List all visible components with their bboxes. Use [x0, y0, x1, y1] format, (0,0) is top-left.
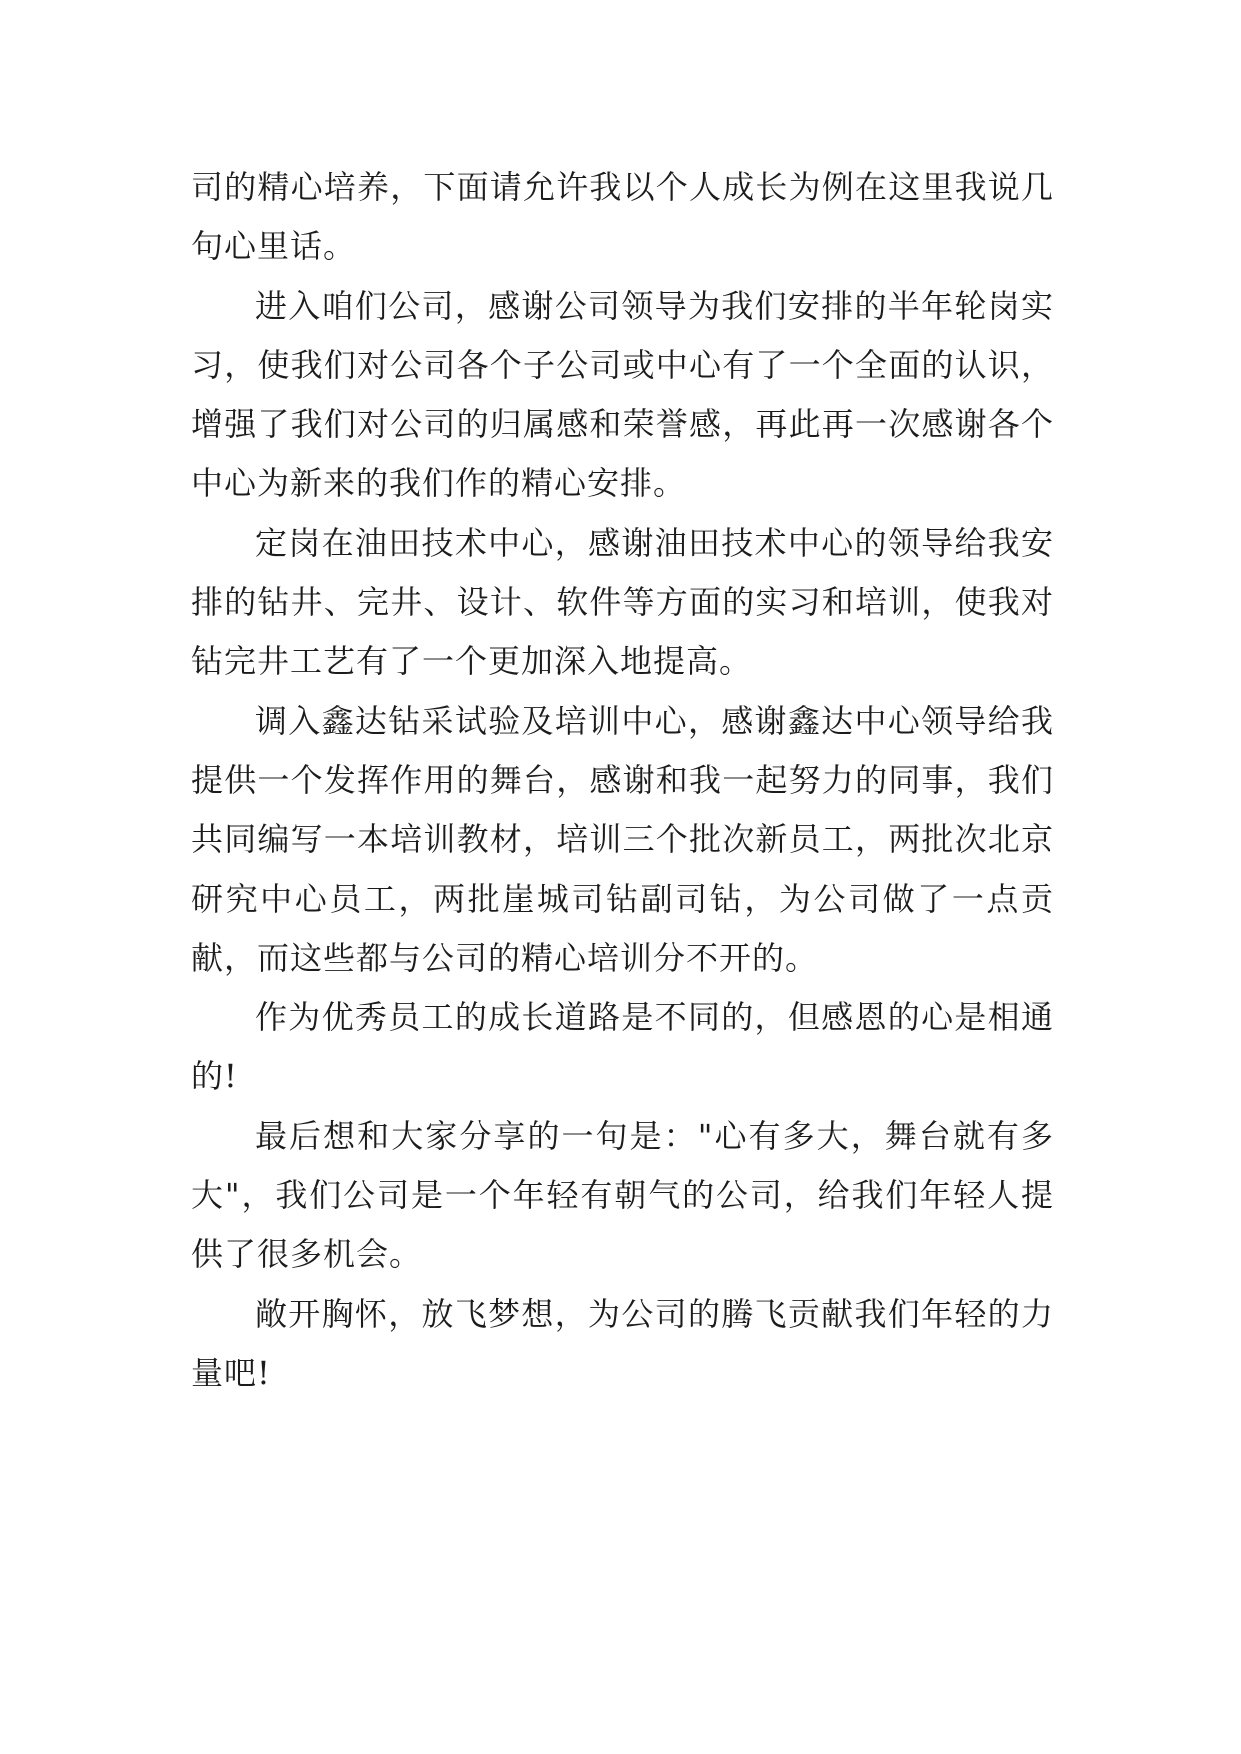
paragraph-4: 调入鑫达钻采试验及培训中心，感谢鑫达中心领导给我提供一个发挥作用的舞台，感谢和我一起努力的同事，我们共同编写一本培训教材，培训三个批次新员工，两批次北京研究中心员工，两批崖城司钻副司钻，为公司做了一点贡献，而这些都与公司的精心培训分不开的。 [191, 701, 1054, 977]
document-body [191, 158, 1054, 1403]
paragraph-2: 进入咱们公司，感谢公司领导为我们安排的半年轮岗实习，使我们对公司各个子公司或中心有了一个全面的认识，增强了我们对公司的归属感和荣誉感，再此再一次感谢各个中心为新来的我们作的精心安排。 [191, 286, 1054, 503]
paragraph-6: 最后想和大家分享的一句是："心有多大，舞台就有多大"，我们公司是一个年轻有朝气的公司，给我们年轻人提供了很多机会。 [191, 1116, 1054, 1274]
paragraph-1: 司的精心培养，下面请允许我以个人成长为例在这里我说几句心里话。 [191, 168, 1054, 266]
paragraph-5: 作为优秀员工的成长道路是不同的，但感恩的心是相通的! [191, 998, 1054, 1096]
paragraph-7: 敞开胸怀，放飞梦想，为公司的腾飞贡献我们年轻的力量吧! [191, 1294, 1054, 1392]
paragraph-3: 定岗在油田技术中心，感谢油田技术中心的领导给我安排的钻井、完井、设计、软件等方面的实习和培训，使我对钻完井工艺有了一个更加深入地提高。 [191, 523, 1054, 681]
